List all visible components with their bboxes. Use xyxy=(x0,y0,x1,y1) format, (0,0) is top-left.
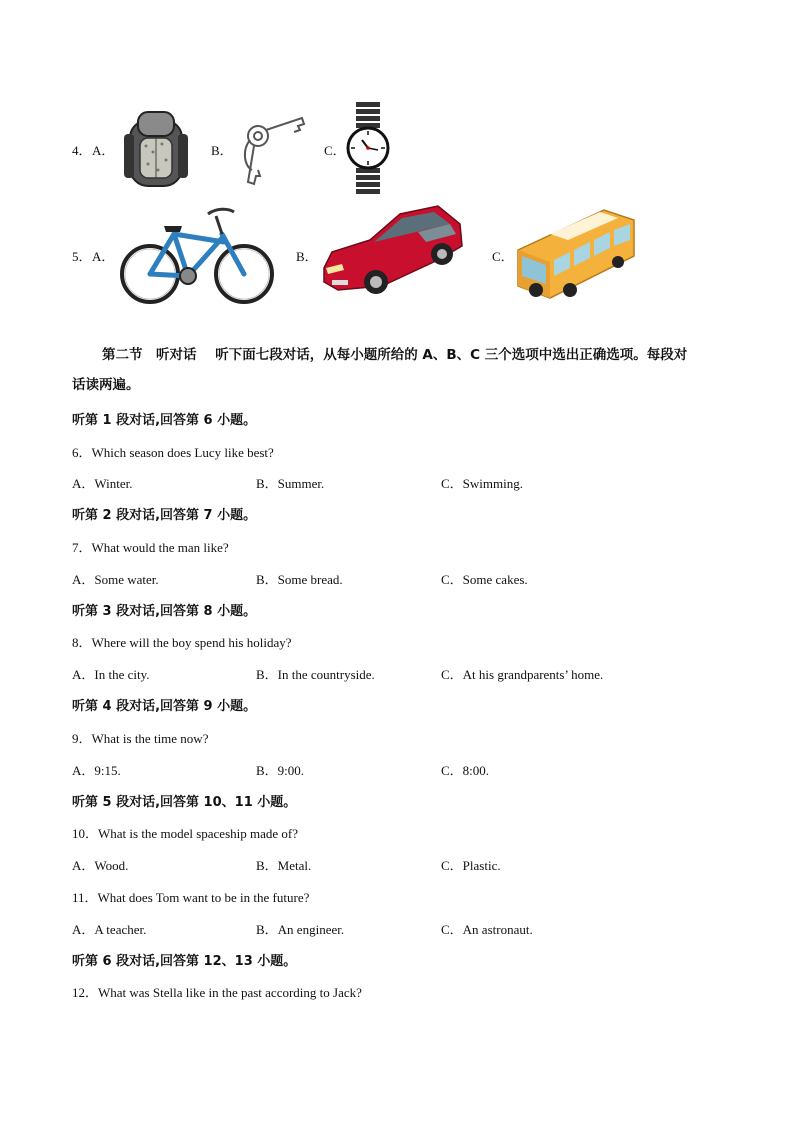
dialogue-6-header: 听第 6 段对话,回答第 12、13 小题。 xyxy=(72,954,297,969)
question-6: 6．Which season does Lucy like best? xyxy=(72,445,274,460)
q5-option-b-label[interactable]: B． xyxy=(296,249,318,264)
q6-option-c[interactable]: C．Swimming. xyxy=(441,476,523,491)
q4-option-b-label[interactable]: B． xyxy=(211,143,233,158)
car-icon xyxy=(318,202,466,300)
question-8: 8．Where will the boy spend his holiday? xyxy=(72,635,292,650)
q7-option-b[interactable]: B．Some bread. xyxy=(256,572,343,587)
q7-option-c[interactable]: C．Some cakes. xyxy=(441,572,528,587)
q4-option-c-label[interactable]: C． xyxy=(324,143,346,158)
q6-option-a[interactable]: A．Winter. xyxy=(72,476,133,491)
section-2-instruction-cont: 话读两遍。 xyxy=(72,377,140,393)
dialogue-1-header: 听第 1 段对话,回答第 6 小题。 xyxy=(72,413,257,428)
keys-icon xyxy=(232,110,308,190)
section-2-instruction: 听下面七段对话，从每小题所给的 A、B、C 三个选项中选出正确选项。每段对 xyxy=(215,347,688,363)
q11-option-c[interactable]: C．An astronaut. xyxy=(441,922,533,937)
q5-option-c-label[interactable]: C． xyxy=(492,249,514,264)
q8-option-a[interactable]: A．In the city. xyxy=(72,667,150,682)
dialogue-4-header: 听第 4 段对话,回答第 9 小题。 xyxy=(72,699,257,714)
backpack-icon xyxy=(120,108,192,190)
question-12: 12．What was Stella like in the past according to Jack? xyxy=(72,985,362,1000)
q9-option-c[interactable]: C．8:00. xyxy=(441,763,490,778)
question-4-number: 4． xyxy=(72,143,92,158)
q9-option-a[interactable]: A．9:15. xyxy=(72,763,121,778)
question-10: 10．What is the model spaceship made of? xyxy=(72,826,298,841)
q11-option-b[interactable]: B．An engineer. xyxy=(256,922,345,937)
q4-option-a-label[interactable]: A． xyxy=(92,143,115,158)
dialogue-5-header: 听第 5 段对话,回答第 10、11 小题。 xyxy=(72,795,297,810)
q5-option-a-label[interactable]: A． xyxy=(92,249,115,264)
q7-option-a[interactable]: A．Some water. xyxy=(72,572,159,587)
wristwatch-icon xyxy=(344,100,392,196)
section-2-instructions xyxy=(72,340,712,400)
q9-option-b[interactable]: B．9:00. xyxy=(256,763,305,778)
question-7: 7．What would the man like? xyxy=(72,540,229,555)
dialogue-3-header: 听第 3 段对话,回答第 8 小题。 xyxy=(72,604,257,619)
bicycle-icon xyxy=(116,204,276,304)
dialogue-2-header: 听第 2 段对话,回答第 7 小题。 xyxy=(72,508,257,523)
q6-option-b[interactable]: B．Summer. xyxy=(256,476,325,491)
q10-option-a[interactable]: A．Wood. xyxy=(72,858,129,873)
q8-option-b[interactable]: B．In the countryside. xyxy=(256,667,375,682)
q11-option-a[interactable]: A．A teacher. xyxy=(72,922,147,937)
question-9: 9．What is the time now? xyxy=(72,731,209,746)
question-5-number: 5． xyxy=(72,249,92,264)
q10-option-b[interactable]: B．Metal. xyxy=(256,858,312,873)
question-11: 11．What does Tom want to be in the future? xyxy=(72,890,310,905)
bus-icon xyxy=(514,204,638,302)
section-2-title: 第二节 听对话 xyxy=(102,347,197,363)
q8-option-c[interactable]: C．At his grandparents’ home. xyxy=(441,667,604,682)
q10-option-c[interactable]: C．Plastic. xyxy=(441,858,501,873)
